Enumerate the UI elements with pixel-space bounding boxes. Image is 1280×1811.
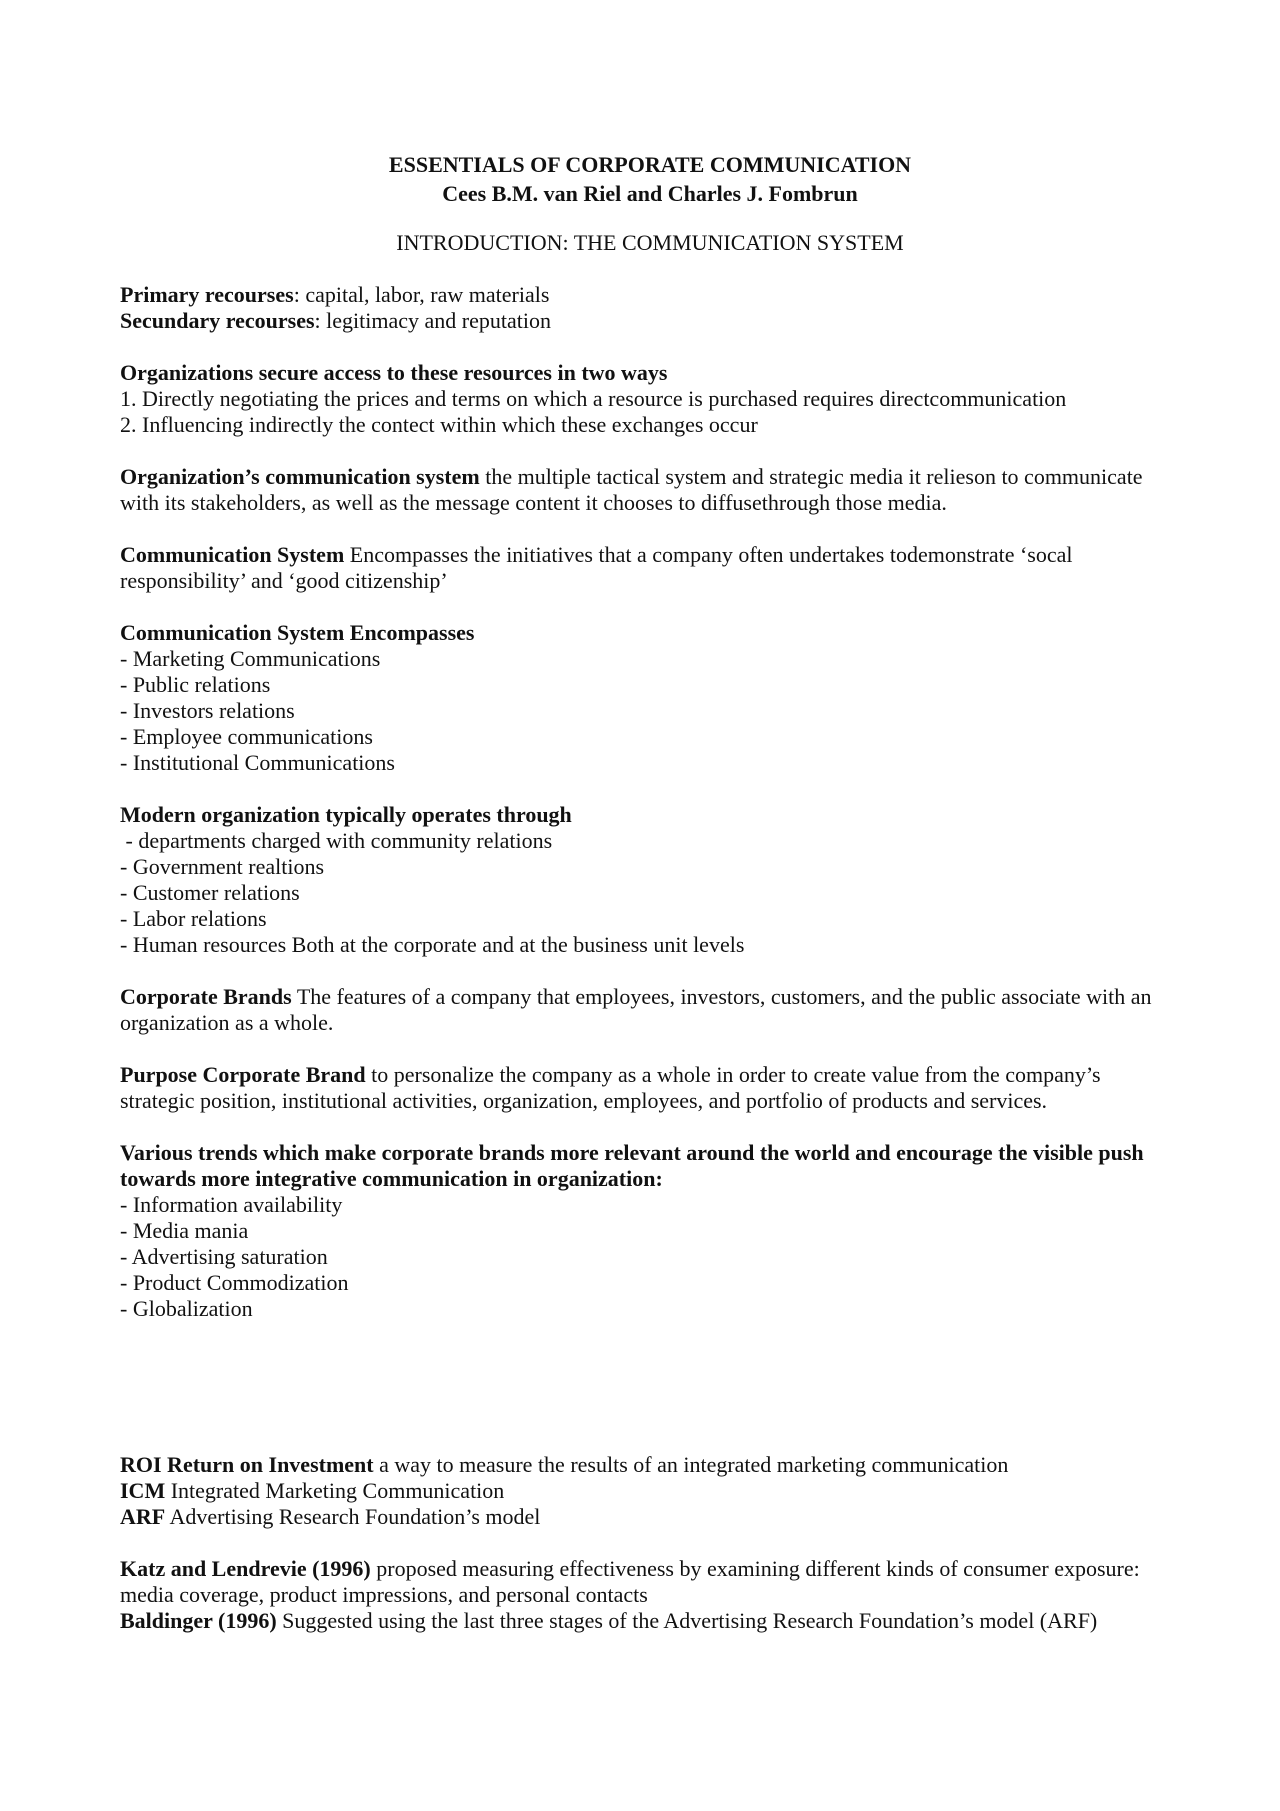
list-item: - Institutional Communications — [120, 750, 395, 775]
definition-text: the multiple tactical system and strategic media it relieson to communicate with its stakeholders, as well as the message content it chooses to diffusethrough those media. — [120, 464, 1143, 515]
acronym-term: ICM — [120, 1478, 166, 1503]
list-heading: Modern organization typically operates through — [120, 802, 572, 827]
reference-text: proposed measuring effectiveness by examining different kinds of consumer exposure: media coverage, product impressions, and personal contacts — [120, 1556, 1140, 1607]
references-paragraph — [120, 1556, 1180, 1634]
definition-text: The features of a company that employees, investors, customers, and the public associate with an organization as a whole. — [120, 984, 1152, 1035]
access-heading: Organizations secure access to these resources in two ways — [120, 360, 668, 385]
list-item: - Marketing Communications — [120, 646, 381, 671]
trends-list — [120, 1140, 1180, 1322]
access-paragraph — [120, 360, 1180, 438]
list-item: 2. Influencing indirectly the contect within which these exchanges occur — [120, 412, 758, 437]
definition-text: to personalize the company as a whole in order to create value from the company’s strategic position, institutional activities, organization, employees, and portfolio of products and services. — [120, 1062, 1101, 1113]
reference-text: Suggested using the last three stages of the Advertising Research Foundation’s model (ARF) — [276, 1608, 1098, 1633]
definition-term: Organization’s communication system — [120, 464, 480, 489]
primary-text: : capital, labor, raw materials — [293, 282, 550, 307]
reference-term: Katz and Lendrevie (1996) — [120, 1556, 371, 1581]
document-authors: Cees B.M. van Riel and Charles J. Fombrun — [442, 181, 858, 206]
list-item: - Information availability — [120, 1192, 343, 1217]
title-block — [120, 150, 1180, 208]
list-item: 1. Directly negotiating the prices and terms on which a resource is purchased requires directcommunication — [120, 386, 1067, 411]
list-item: - Product Commodization — [120, 1270, 349, 1295]
list-item: - Customer relations — [120, 880, 300, 905]
list-heading: Various trends which make corporate brands more relevant around the world and encourage the visible push towards more integrative communication in organization: — [120, 1140, 1144, 1191]
acronyms-paragraph — [120, 1452, 1180, 1530]
acronym-text: Advertising Research Foundation’s model — [165, 1504, 541, 1529]
secondary-text: : legitimacy and reputation — [314, 308, 551, 333]
corporate-brands-paragraph — [120, 984, 1180, 1036]
comm-system-definition — [120, 464, 1180, 516]
acronym-term: ARF — [120, 1504, 166, 1529]
encompasses-list — [120, 620, 1180, 776]
document-title: ESSENTIALS OF CORPORATE COMMUNICATION — [388, 152, 912, 177]
purpose-brand-paragraph — [120, 1062, 1180, 1114]
section-heading: INTRODUCTION: THE COMMUNICATION SYSTEM — [396, 230, 904, 255]
definition-term: Communication System — [120, 542, 345, 567]
primary-term: Primary recourses — [120, 282, 294, 307]
definition-term: Corporate Brands — [120, 984, 292, 1009]
list-item: - Advertising saturation — [120, 1244, 328, 1269]
comm-system-initiatives — [120, 542, 1180, 594]
blank-space — [120, 1348, 1180, 1452]
definition-term: Purpose Corporate Brand — [120, 1062, 366, 1087]
list-item: - Labor relations — [120, 906, 267, 931]
document-page — [120, 150, 1180, 1660]
list-item: - Public relations — [120, 672, 271, 697]
acronym-term: ROI Return on Investment — [120, 1452, 374, 1477]
list-item: - Human resources Both at the corporate and at the business unit levels — [120, 932, 745, 957]
list-item: - Employee communications — [120, 724, 373, 749]
modern-org-list — [120, 802, 1180, 958]
list-heading: Communication System Encompasses — [120, 620, 475, 645]
definition-text: Encompasses the initiatives that a company often undertakes todemonstrate ‘socal responsibility’ and ‘good citizenship’ — [120, 542, 1073, 593]
reference-term: Baldinger (1996) — [120, 1608, 277, 1633]
acronym-text: Integrated Marketing Communication — [165, 1478, 505, 1503]
list-item: - Investors relations — [120, 698, 295, 723]
list-item: - departments charged with community relations — [120, 828, 553, 853]
list-item: - Government realtions — [120, 854, 325, 879]
secondary-term: Secundary recourses — [120, 308, 315, 333]
list-item: - Media mania — [120, 1218, 249, 1243]
acronym-text: a way to measure the results of an integrated marketing communication — [373, 1452, 1009, 1477]
list-item: - Globalization — [120, 1296, 253, 1321]
resources-paragraph — [120, 282, 1180, 334]
